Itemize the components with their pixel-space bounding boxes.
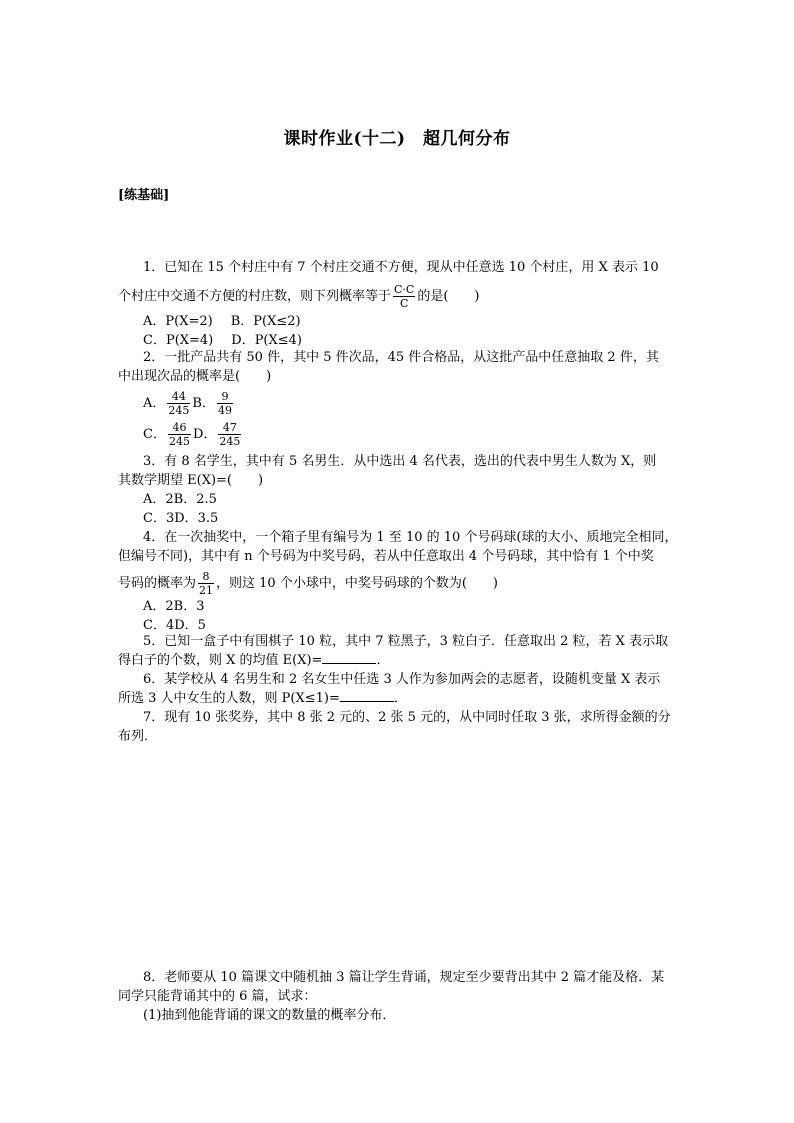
q3-line-1: 3．有 8 名学生，其中有 5 名男生．从中选出 4 名代表，选出的代表中男生人数为 X，则 — [143, 454, 657, 469]
q4-line-3 — [118, 570, 683, 597]
q1-fraction-numerator: C·C — [394, 283, 415, 296]
q1-line-2-text: 个村庄中交通不方便的村庄数，则下列概率等于 — [118, 289, 392, 304]
q1-option-b: B．P(X≤2) — [230, 314, 301, 329]
q3-options-ab: A．2B．2.5 — [143, 492, 217, 507]
q2-line-1: 2．一批产品共有 50 件，其中 5 件次品，45 件合格品，从这批产品中任意抽取 2 件，其 — [143, 350, 659, 365]
q4-fraction — [198, 570, 214, 597]
q3-options-cd: C．3D．3.5 — [143, 511, 219, 526]
question-4 — [118, 528, 683, 635]
q2-a-denominator: 245 — [168, 404, 190, 417]
q4-line-2: 但编号不同)，其中有 n 个号码为中奖号码，若从中任意取出 4 个号码球，其中恰有 1 个中奖 — [118, 549, 654, 564]
q2-option-a-fraction — [167, 390, 190, 417]
q2-d-numerator: 47 — [218, 421, 241, 435]
q2-option-a-label: A． — [143, 396, 166, 411]
section-heading: [练基础] — [118, 188, 170, 203]
q8-line-2: 同学只能背诵其中的 6 篇，试求： — [118, 989, 317, 1004]
q6-line-2-text: 所选 3 人中女生的人数，则 P(X≤1)= — [118, 691, 340, 706]
q2-option-c-fraction — [168, 421, 191, 448]
q2-line-2: 中出现次品的概率是( ) — [118, 369, 272, 384]
q2-options-ab — [118, 390, 683, 417]
q4-line-3-end: ，则这 10 个小球中，中奖号码球的个数为( ) — [216, 576, 498, 591]
q1-fraction-denominator: C — [399, 297, 409, 310]
q2-option-b-fraction — [217, 390, 233, 417]
q5-answer-blank[interactable] — [322, 651, 376, 664]
q6-answer-blank[interactable] — [340, 689, 394, 702]
question-3 — [118, 452, 683, 528]
q2-option-d-label: D． — [192, 427, 217, 442]
q4-line-3-text: 号码的概率为 — [118, 576, 197, 591]
question-7 — [118, 708, 683, 746]
q6-line-2-end: ． — [393, 691, 407, 706]
question-8 — [118, 968, 683, 1025]
q2-option-d-fraction — [218, 421, 241, 448]
q4-fraction-denominator: 21 — [199, 584, 214, 597]
q2-a-numerator: 44 — [167, 390, 190, 404]
q4-options-ab: A．2B．3 — [143, 599, 205, 614]
q4-options-cd: C．4D．5 — [143, 618, 206, 633]
q2-b-denominator: 49 — [217, 404, 232, 417]
q5-line-2 — [118, 651, 683, 670]
q8-line-1: 8．老师要从 10 篇课文中随机抽 3 篇让学生背诵，规定至少要背出其中 2 篇才能及格．某 — [143, 970, 665, 985]
question-2 — [118, 348, 683, 448]
q2-option-b-label: B． — [192, 396, 215, 411]
q6-line-1: 6．某学校从 4 名男生和 2 名女生中任选 3 人作为参加两会的志愿者，设随机变量 X 表示 — [143, 672, 661, 687]
q1-line-2 — [118, 283, 683, 310]
q1-line-2-end: 的是( ) — [417, 289, 480, 304]
q5-line-2-text: 得白子的个数，则 X 的均值 E(X)= — [118, 653, 323, 668]
q2-option-c-label: C． — [143, 427, 166, 442]
q2-b-numerator: 9 — [217, 390, 233, 404]
q1-fraction — [393, 283, 415, 310]
q1-option-c: C．P(X=4) — [143, 333, 214, 348]
q2-d-denominator: 245 — [219, 435, 241, 448]
q5-line-2-end: ． — [376, 653, 390, 668]
question-1 — [118, 258, 683, 350]
q2-options-cd — [118, 421, 683, 448]
q6-line-2 — [118, 689, 683, 708]
q1-option-a: A．P(X=2) — [143, 314, 213, 329]
q2-c-numerator: 46 — [168, 421, 191, 435]
q4-fraction-numerator: 8 — [198, 570, 214, 584]
question-5 — [118, 632, 683, 670]
q5-line-1: 5．已知一盒子中有围棋子 10 粒，其中 7 粒黑子，3 粒白子．任意取出 2 粒，若 X 表示取 — [143, 634, 669, 649]
q8-line-3: (1)抽到他能背诵的课文的数量的概率分布． — [143, 1008, 396, 1023]
q1-option-d: D．P(X≤4) — [231, 333, 302, 348]
q7-line-2: 布列． — [118, 729, 158, 744]
q1-line-1: 1．已知在 15 个村庄中有 7 个村庄交通不方便，现从中任意选 10 个村庄，用 X 表示 10 — [143, 260, 659, 275]
page-title: 课时作业(十二) 超几何分布 — [283, 129, 511, 149]
question-6 — [118, 670, 683, 708]
q2-c-denominator: 245 — [168, 435, 190, 448]
q7-line-1: 7．现有 10 张奖券，其中 8 张 2 元的、2 张 5 元的，从中同时任取 3 张，求所得金额的分 — [143, 710, 671, 725]
q4-line-1: 4．在一次抽奖中，一个箱子里有编号为 1 至 10 的 10 个号码球(球的大小、质地完全相同， — [143, 530, 678, 545]
q1-options-ab — [118, 312, 683, 331]
q3-line-2: 其数学期望 E(X)=( ) — [118, 473, 264, 488]
